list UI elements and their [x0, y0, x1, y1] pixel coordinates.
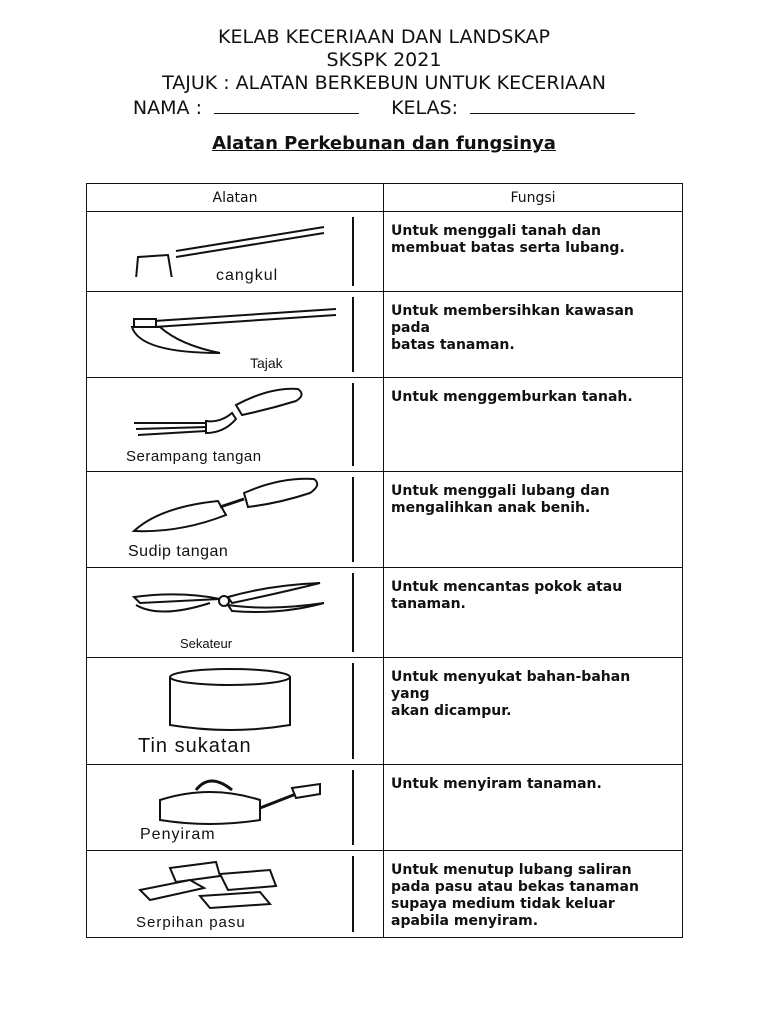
tool-cell	[87, 378, 384, 472]
function-line: Untuk menggali lubang dan	[391, 483, 610, 499]
section-title: Alatan Perkebunan dan fungsinya	[212, 133, 556, 154]
function-line: Untuk menyiram tanaman.	[391, 776, 602, 792]
function-cell	[384, 851, 683, 938]
tool-picture	[120, 573, 354, 652]
tool-picture	[120, 217, 354, 286]
pot-shards-icon	[120, 856, 352, 916]
club-title: KELAB KECERIAAN DAN LANDSKAP	[218, 26, 550, 48]
function-line: Untuk menutup lubang saliran	[391, 862, 632, 878]
table-row	[87, 292, 683, 378]
nama-blank[interactable]	[214, 95, 359, 114]
tool-picture	[120, 770, 354, 845]
table-row	[87, 472, 683, 568]
function-cell	[384, 568, 683, 658]
hand-fork-icon	[120, 383, 352, 443]
tool-caption: Serampang tangan	[126, 448, 262, 465]
function-line: membuat batas serta lubang.	[391, 240, 625, 256]
tool-cell	[87, 851, 384, 938]
function-line: akan dicampur.	[391, 703, 512, 719]
tool-caption: Penyiram	[140, 826, 216, 843]
table-row	[87, 765, 683, 851]
tool-picture	[120, 477, 354, 562]
tool-picture	[120, 856, 354, 932]
tool-picture	[120, 663, 354, 759]
watering-can-icon	[120, 770, 352, 830]
tool-caption: cangkul	[216, 267, 279, 284]
kelas-label: KELAS:	[391, 97, 459, 119]
tool-caption: Tajak	[250, 355, 283, 371]
function-line: Untuk menyukat bahan-bahan	[391, 669, 631, 685]
tool-cell	[87, 472, 384, 568]
table-header-row	[87, 184, 683, 212]
school-year: SKSPK 2021	[326, 49, 442, 71]
tool-picture	[120, 383, 354, 466]
tool-cell	[87, 292, 384, 378]
trowel-icon	[120, 477, 352, 537]
tool-caption: Serpihan pasu	[136, 914, 246, 931]
measuring-tin-icon	[120, 663, 352, 733]
tool-caption: Sudip tangan	[128, 543, 229, 560]
function-cell	[384, 765, 683, 851]
kelas-blank[interactable]	[470, 95, 635, 114]
function-line: pada	[391, 320, 430, 336]
function-line: tanaman.	[391, 596, 466, 612]
function-line: Untuk membersihkan kawasan	[391, 303, 634, 319]
function-line: mengalihkan anak benih.	[391, 500, 591, 516]
function-line: apabila menyiram.	[391, 913, 539, 929]
function-line: Untuk mencantas pokok atau	[391, 579, 623, 595]
function-line: pada pasu atau bekas tanaman	[391, 879, 639, 895]
table-row	[87, 212, 683, 292]
function-cell	[384, 378, 683, 472]
function-line: Untuk menggemburkan tanah.	[391, 389, 633, 405]
function-line: Untuk menggali tanah dan	[391, 223, 602, 239]
tool-cell	[87, 212, 384, 292]
table-row	[87, 658, 683, 765]
topic-title: TAJUK : ALATAN BERKEBUN UNTUK KECERIAAN	[162, 72, 606, 94]
function-line: yang	[391, 686, 430, 702]
function-line: batas tanaman.	[391, 337, 515, 353]
tool-picture	[120, 297, 354, 372]
header-alatan: Alatan	[87, 184, 384, 212]
tool-cell	[87, 568, 384, 658]
table-row	[87, 568, 683, 658]
function-cell	[384, 658, 683, 765]
function-cell	[384, 472, 683, 568]
tool-caption: Tin sukatan	[138, 735, 252, 757]
table-row	[87, 851, 683, 938]
nama-label: NAMA :	[132, 97, 202, 119]
secateurs-icon	[120, 573, 352, 633]
weeding-hoe-icon	[120, 297, 352, 357]
table-row	[87, 378, 683, 472]
tool-cell	[87, 765, 384, 851]
tools-table	[86, 183, 683, 938]
function-cell	[384, 212, 683, 292]
function-cell	[384, 292, 683, 378]
function-line: supaya medium tidak keluar	[391, 896, 615, 912]
tool-caption: Sekateur	[180, 636, 233, 651]
name-class-line	[0, 95, 768, 119]
header-fungsi: Fungsi	[384, 184, 683, 212]
tool-cell	[87, 658, 384, 765]
